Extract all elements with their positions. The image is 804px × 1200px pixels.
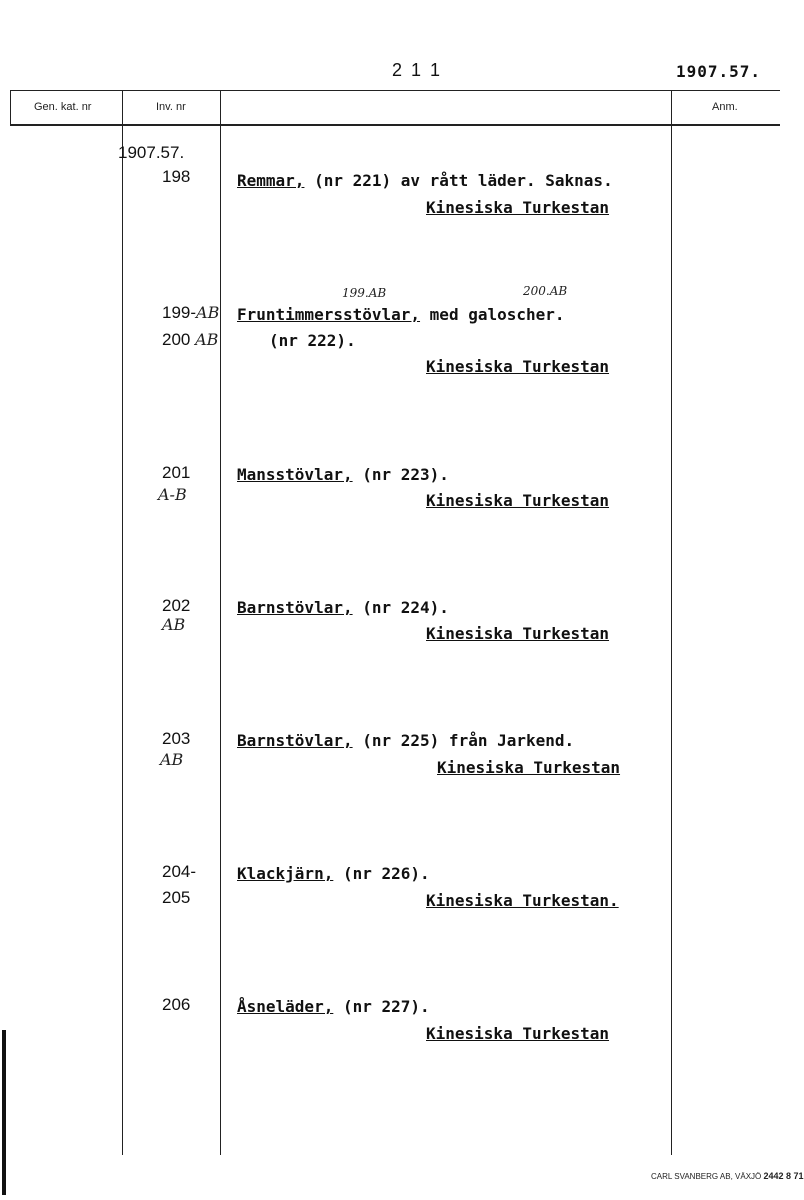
inv-number: 202 (162, 596, 191, 615)
inv-number-text: 200 (162, 330, 191, 349)
column-divider-gen (10, 90, 11, 125)
handwritten-annotation: 199.AB (342, 286, 387, 300)
object-description: med galoscher. (429, 305, 565, 324)
column-header-gen-kat-nr: Gen. kat. nr (34, 101, 92, 113)
object-description: (nr 223). (362, 465, 449, 484)
inv-number (162, 330, 218, 350)
object-description: (nr 221) av rått läder. Saknas. (314, 171, 613, 190)
inv-number (162, 303, 219, 323)
column-divider-anm (671, 90, 672, 1155)
inv-number: 198 (162, 167, 191, 186)
object-name: Barnstövlar, (237, 731, 353, 750)
inv-number: 203 (162, 729, 191, 748)
left-edge-bar (2, 1030, 6, 1195)
form-code: 2442 8 71 (763, 1171, 804, 1181)
entry-line (237, 465, 449, 484)
entry-line (237, 598, 449, 617)
entry-line (237, 171, 613, 190)
object-description: (nr 224). (362, 598, 449, 617)
entry-line (237, 864, 430, 883)
catalog-start-number: 1907.57. (118, 143, 185, 162)
object-name: Åsneläder, (237, 997, 334, 1016)
entry-line-2: (nr 222). (269, 331, 356, 350)
page-number: 2 1 1 (392, 60, 443, 80)
entry-line (237, 305, 565, 324)
handwritten-suffix: AB (196, 303, 220, 322)
header-bottom-rule (10, 124, 780, 126)
region-label: Kinesiska Turkestan (426, 624, 610, 643)
printer-imprint (651, 1171, 804, 1181)
column-header-anm: Anm. (712, 101, 738, 113)
header-top-rule (10, 90, 780, 91)
column-divider-inv (122, 90, 123, 1155)
object-name: Barnstövlar, (237, 598, 353, 617)
region-label: Kinesiska Turkestan (426, 198, 610, 217)
object-description: (nr 225) från Jarkend. (362, 731, 575, 750)
inv-number: 205 (162, 888, 191, 907)
object-name: Fruntimmersstövlar, (237, 305, 421, 324)
inv-number-text: 199- (162, 303, 197, 322)
region-label: Kinesiska Turkestan. (426, 891, 619, 910)
inv-number: 206 (162, 995, 191, 1014)
column-divider-desc (220, 90, 221, 1155)
handwritten-suffix: A-B (158, 485, 187, 504)
region-label: Kinesiska Turkestan (426, 1024, 610, 1043)
entry-line (237, 731, 574, 750)
region-label: Kinesiska Turkestan (426, 357, 610, 376)
handwritten-suffix: AB (195, 330, 219, 349)
handwritten-suffix: AB (162, 615, 186, 634)
object-name: Klackjärn, (237, 864, 334, 883)
entry-line (237, 997, 430, 1016)
region-label: Kinesiska Turkestan (426, 491, 610, 510)
object-name: Remmar, (237, 171, 305, 190)
object-description: (nr 227). (342, 997, 430, 1016)
catalog-reference: 1907.57. (676, 62, 762, 81)
column-header-inv-nr: Inv. nr (156, 101, 186, 113)
region-label: Kinesiska Turkestan (437, 758, 621, 777)
printer-name: CARL SVANBERG AB, VÄXJÖ (651, 1172, 762, 1181)
handwritten-annotation: 200.AB (523, 284, 568, 298)
inv-number: 204- (162, 862, 197, 881)
object-name: Mansstövlar, (237, 465, 353, 484)
object-description: (nr 226). (342, 864, 430, 883)
inv-number: 201 (162, 463, 191, 482)
handwritten-suffix: AB (160, 750, 184, 769)
